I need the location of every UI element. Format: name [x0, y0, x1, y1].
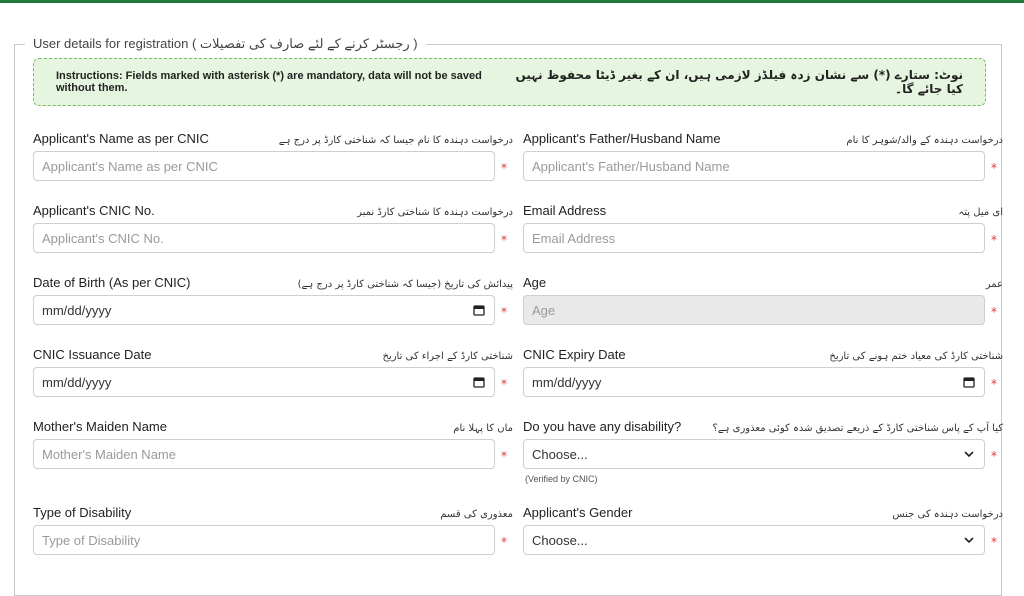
cnic-expiry-date-input[interactable]: [523, 367, 985, 397]
calendar-icon[interactable]: [472, 375, 486, 389]
field-label: Applicant's Gender: [523, 505, 633, 520]
input-placeholder: Age: [532, 302, 556, 318]
field-label-ur: شناختی کارڈ کی معیاد ختم ہونے کی تاریخ: [829, 351, 1003, 362]
disability-select[interactable]: [523, 439, 985, 469]
field-cnic-no: [33, 200, 513, 247]
chevron-down-icon: [962, 533, 976, 547]
field-label-ur: ماں کا پہلا نام: [453, 423, 513, 434]
input-placeholder: Applicant's Father/Husband Name: [532, 158, 730, 174]
field-label-ur: درخواست دہندہ کا نام جیسا کہ شناختی کارڈ پر درج ہے: [278, 135, 513, 146]
field-label: Date of Birth (As per CNIC): [33, 275, 191, 290]
calendar-icon[interactable]: [962, 375, 976, 389]
input-placeholder: Applicant's Name as per CNIC: [42, 158, 218, 174]
gender-select[interactable]: [523, 525, 985, 555]
required-asterisk: *: [991, 161, 997, 175]
field-label: Age: [523, 275, 547, 290]
field-type-of-disability: [33, 502, 513, 549]
required-asterisk: *: [501, 535, 507, 549]
field-label: Do you have any disability?: [523, 419, 682, 434]
required-asterisk: *: [991, 535, 997, 549]
required-asterisk: *: [501, 305, 507, 319]
required-asterisk: *: [501, 161, 507, 175]
required-asterisk: *: [991, 449, 997, 463]
field-label-ur: پیدائش کی تاریخ (جیسا کہ شناختی کارڈ پر درج ہے): [297, 279, 513, 290]
date-value: mm/dd/yyyy: [42, 302, 112, 318]
father-husband-name-input[interactable]: [523, 151, 985, 181]
field-label-ur: ای میل پتہ: [958, 207, 1003, 218]
calendar-icon[interactable]: [472, 303, 486, 317]
field-label: CNIC Issuance Date: [33, 347, 152, 362]
cnic-no-input[interactable]: [33, 223, 495, 253]
field-gender: [523, 502, 1003, 549]
instructions-note: [33, 58, 986, 106]
field-label-ur: کیا آپ کے پاس شناختی کارڈ کے ذریعے تصدیق شدہ کوئی معذوری ہے؟: [712, 423, 1003, 434]
verified-hint: (Verified by CNIC): [525, 474, 598, 484]
top-accent-bar: [0, 0, 1024, 3]
field-applicant-name: [33, 128, 513, 175]
required-asterisk: *: [991, 305, 997, 319]
field-label: Type of Disability: [33, 505, 132, 520]
input-placeholder: Applicant's CNIC No.: [42, 230, 164, 246]
field-label: Applicant's CNIC No.: [33, 203, 155, 218]
field-mothers-maiden-name: [33, 416, 513, 463]
field-age: [523, 272, 1003, 319]
required-asterisk: *: [501, 377, 507, 391]
cnic-issuance-date-input[interactable]: [33, 367, 495, 397]
field-email: [523, 200, 1003, 247]
required-asterisk: *: [501, 449, 507, 463]
date-of-birth-input[interactable]: [33, 295, 495, 325]
required-asterisk: *: [991, 377, 997, 391]
field-label-ur: شناختی کارڈ کے اجراء کی تاریخ: [382, 351, 513, 362]
field-label-ur: درخواست دہندہ کی جنس: [892, 509, 1003, 520]
instructions-text-ur: نوٹ: ستارے (*) سے نشان زدہ فیلڈز لازمی ہیں، ان کے بغیر ڈیٹا محفوظ نہیں کیا جائے گا۔: [515, 68, 963, 96]
field-label-ur: درخواست دہندہ کے والد/شوہر کا نام: [846, 135, 1003, 146]
type-of-disability-input[interactable]: [33, 525, 495, 555]
field-father-husband-name: [523, 128, 1003, 175]
input-placeholder: Email Address: [532, 230, 616, 246]
field-date-of-birth: [33, 272, 513, 319]
age-input: [523, 295, 985, 325]
fieldset-legend: User details for registration ( رجسٹر کرنے کے لئے صارف کی تفصیلات ): [33, 36, 418, 51]
field-label: CNIC Expiry Date: [523, 347, 626, 362]
input-placeholder: Mother's Maiden Name: [42, 446, 176, 462]
field-label: Email Address: [523, 203, 607, 218]
instructions-text-en: Instructions: Fields marked with asterisk (*) are mandatory, data will not be saved without them.: [56, 70, 482, 94]
input-placeholder: Type of Disability: [42, 532, 141, 548]
email-input[interactable]: [523, 223, 985, 253]
field-label-ur: عمر: [985, 279, 1003, 290]
mothers-maiden-name-input[interactable]: [33, 439, 495, 469]
applicant-name-input[interactable]: [33, 151, 495, 181]
date-value: mm/dd/yyyy: [532, 374, 602, 390]
field-label: Applicant's Father/Husband Name: [523, 131, 721, 146]
required-asterisk: *: [991, 233, 997, 247]
select-value: Choose...: [532, 532, 588, 548]
chevron-down-icon: [962, 447, 976, 461]
field-label-ur: درخواست دہندہ کا شناختی کارڈ نمبر: [357, 207, 513, 218]
field-cnic-expiry-date: [523, 344, 1003, 391]
field-label: Mother's Maiden Name: [33, 419, 167, 434]
field-cnic-issuance-date: [33, 344, 513, 391]
select-value: Choose...: [532, 446, 588, 462]
date-value: mm/dd/yyyy: [42, 374, 112, 390]
field-label-ur: معذوری کی قسم: [440, 509, 513, 520]
field-disability: [523, 416, 1003, 484]
required-asterisk: *: [501, 233, 507, 247]
field-label: Applicant's Name as per CNIC: [33, 131, 209, 146]
